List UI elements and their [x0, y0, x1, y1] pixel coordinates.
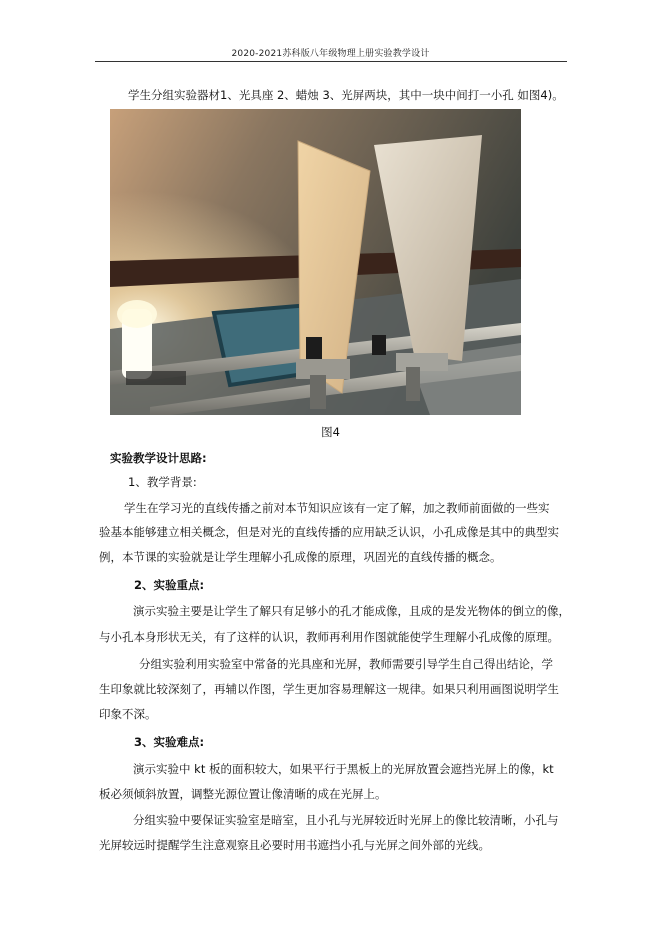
intro-paragraph: 学生分组实验器材1、光具座 2、蜡烛 3、光屏两块，其中一块中间打一小孔 如图4)。: [128, 88, 564, 102]
section-3-heading: 3、实验难点:: [134, 735, 205, 749]
figure-caption: 图4: [321, 425, 340, 439]
s1-line: 验基本能够建立相关概念，但是对光的直线传播的应用缺乏认识，小孔成像是其中的典型实: [99, 525, 559, 539]
s2-line: 与小孔本身形状无关，有了这样的认识，教师再利用作图就能使学生理解小孔成像的原理。: [99, 630, 559, 644]
page-header: 2020-2021苏科版八年级物理上册实验教学设计: [231, 49, 430, 59]
s2-line: 演示实验主要是让学生了解只有足够小的孔才能成像，且成的是发光物体的倒立的像，: [133, 604, 570, 618]
header-rule: [95, 61, 567, 62]
section-1-heading: 1、教学背景:: [128, 475, 197, 489]
s2-line: 分组实验利用实验室中常备的光具座和光屏，教师需要引导学生自己得出结论，学: [139, 657, 553, 671]
s3-line: 分组实验中要保证实验室是暗室，且小孔与光屏较近时光屏上的像比较清晰，小孔与: [133, 813, 559, 827]
design-title: 实验教学设计思路:: [110, 451, 207, 465]
s3-line: 板必须倾斜放置，调整光源位置让像清晰的成在光屏上。: [99, 787, 387, 801]
s1-line: 学生在学习光的直线传播之前对本节知识应该有一定了解，加之教师前面做的一些实: [124, 501, 550, 515]
experiment-photo: [110, 109, 521, 415]
s1-line: 例，本节课的实验就是让学生理解小孔成像的原理，巩固光的直线传播的概念。: [99, 550, 502, 564]
s2-line: 生印象就比较深刻了，再辅以作图，学生更加容易理解这一规律。如果只利用画图说明学生: [99, 682, 559, 696]
s2-line: 印象不深。: [99, 707, 157, 721]
s3-line: 光屏较远时提醒学生注意观察且必要时用书遮挡小孔与光屏之间外部的光线。: [99, 838, 490, 852]
section-2-heading: 2、实验重点:: [134, 578, 205, 592]
s3-line: 演示实验中 kt 板的面积较大，如果平行于黑板上的光屏放置会遮挡光屏上的像，kt: [133, 762, 554, 776]
